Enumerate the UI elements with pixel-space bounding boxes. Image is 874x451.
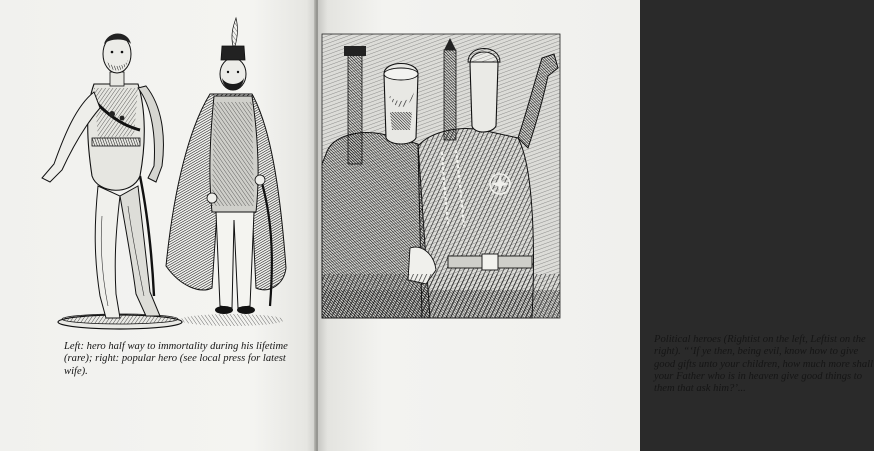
right-page xyxy=(318,0,874,451)
left-page-caption: Left: hero half way to immortality during his lifetime (rare); right: popular hero (see local press for latest wife). xyxy=(64,341,288,377)
popular-hero-engraving xyxy=(160,16,290,332)
right-page-caption: Political heroes (Rightist on the left, Leftist on the right). “‘If ye then, being evil, know how to give good gifts unto your children, how much more shall your Father who is in heaven give good things to them that ask him?’... xyxy=(654,334,874,395)
political-heroes-collage xyxy=(322,34,560,318)
left-page xyxy=(0,0,316,451)
